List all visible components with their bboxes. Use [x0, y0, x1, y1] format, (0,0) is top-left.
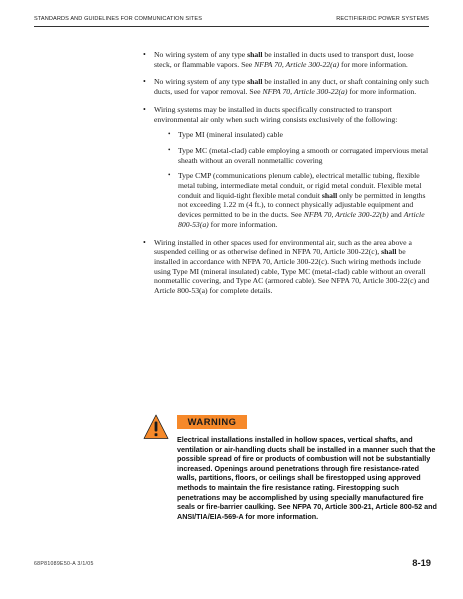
list-item: • No wiring system of any type shall be installed in any duct, or shaft containing only such ducts, used for vapor removal. See NFPA 70, Article 300-22(a) for more information.: [143, 77, 433, 96]
warning-triangle-icon: [143, 414, 169, 440]
header-rule: [34, 26, 429, 27]
header-section: RECTIFIER/DC POWER SYSTEMS: [336, 16, 429, 22]
warning-text: Electrical installations installed in hollow spaces, vertical shafts, and ventilation or air-handling ducts shall be installed in a manner such that the possible spread of fire or products of combustion will not be substantially increased. Openings around penetrations through fire resistance-rated walls, partitions, floors, or ceilings shall be firestopped using approved methods to maintain the fire resistance rating. Firestopping such penetrations may be accomplished by using specially manufactured fire seals or fire-barrier caulking. See NFPA 70, Article 300-21, Article 800-52 and ANSI/TIA/EIA-569-A for more information.: [177, 435, 437, 521]
footer-doc-number: 68P81089E50-A 3/1/05: [34, 561, 94, 567]
list-item: • No wiring system of any type shall be installed in ducts used to transport dust, loose steck, or flammable vapors. See NFPA 70, Article 300-22(a) for more information.: [143, 50, 433, 69]
sub-bullet-list: [154, 130, 433, 229]
list-item: • Wiring systems may be installed in ducts specifically constructed to transport environmental air only when such wiring consists exclusively of the following: • Type MI (mineral insulated) cable • Type MC (metal-clad) cable employing a smooth or corrugated impervious metal sheath without an overall nonmetallic covering • Type CMP (communications plenum cable), electrical metallic tubing, flexible metal tubing, intermediate metal conduit, or rigid metal conduit. Flexible metal conduit and liquid-tight flexible metal conduit shall only be permitted in lengths not exceeding 1.22 m (4 ft.), to connect physically adjustable equipment and devices permitted to be in the ducts. See NFPA 70, Article 300-22(b) and Article 800-53(a) for more information.: [143, 105, 433, 230]
sub-list-item: • Type CMP (communications plenum cable), electrical metallic tubing, flexible metal tubing, intermediate metal conduit, or rigid metal conduit. Flexible metal conduit and liquid-tight flexible metal conduit shall only be permitted in lengths not exceeding 1.22 m (4 ft.), to connect physically adjustable equipment and devices permitted to be in the ducts. See NFPA 70, Article 300-22(b) and Article 800-53(a) for more information.: [165, 171, 433, 229]
sub-list-item: • Type MC (metal-clad) cable employing a smooth or corrugated impervious metal sheath without an overall nonmetallic covering: [165, 146, 433, 165]
list-item: • Wiring installed in other spaces used for environmental air, such as the area above a suspended ceiling or as otherwise defined in NFPA 70, Article 300-22(c), shall be installed in accordance with NFPA 70, Article 300-22(c). Such wiring methods include using Type MI (mineral insulated) cable, Type MC (metal-clad) cable without an overall nonmetallic covering, and Type AC (armored cable). See NFPA 70, Article 300-22(c) and Article 800-53(a) for complete details.: [143, 238, 433, 296]
page-number: 8-19: [412, 557, 431, 568]
bullet-list: [143, 50, 433, 296]
warning-label-box: [177, 415, 247, 429]
body-content: [143, 50, 433, 304]
header-title: STANDARDS AND GUIDELINES FOR COMMUNICATION SITES: [34, 16, 203, 22]
page-header: [34, 16, 429, 30]
sub-list-item: • Type MI (mineral insulated) cable: [165, 130, 433, 140]
warning-label: WARNING: [187, 416, 237, 427]
